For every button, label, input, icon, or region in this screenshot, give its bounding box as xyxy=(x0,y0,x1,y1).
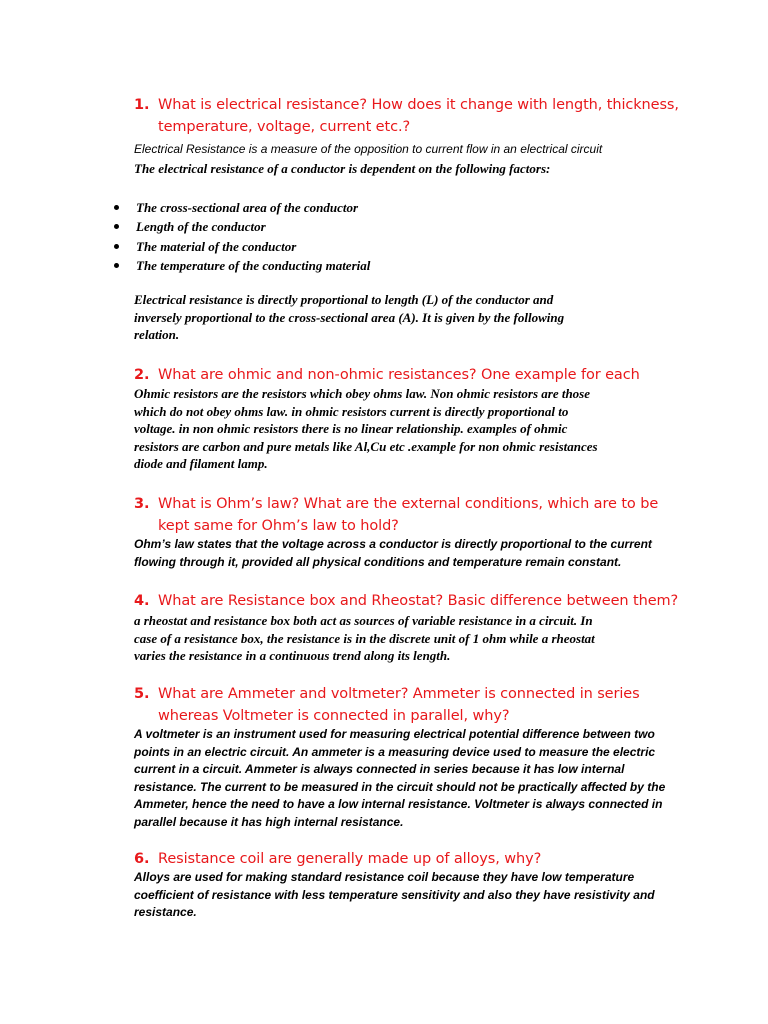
list-item: The cross-sectional area of the conductor xyxy=(110,198,370,217)
question-4 xyxy=(134,590,734,612)
list-item: Length of the conductor xyxy=(110,217,370,236)
question-text: What are Resistance box and Rheostat? Basic difference between them? xyxy=(158,593,679,609)
q1-definition: Electrical Resistance is a measure of the opposition to current flow in an electrical circuit xyxy=(134,142,603,156)
q1-factors-list xyxy=(110,198,370,275)
question-number: 1. xyxy=(134,97,150,113)
q2-answer: Ohmic resistors are the resistors which obey ohms law. Non ohmic resistors are those which do not obey ohms law. in ohmic resistors current is directly proportional to voltage. in non ohmic resistors there is no linear relationship. examples of ohmic resistors are carbon and pure metals like Al,Cu etc .example for non ohmic resistances diode and filament lamp. xyxy=(134,386,598,472)
question-number: 2. xyxy=(134,367,150,383)
bullet-icon xyxy=(114,205,119,210)
question-number: 4. xyxy=(134,593,150,609)
question-6 xyxy=(134,848,734,870)
question-text: What are Ammeter and voltmeter? Ammeter is connected in series xyxy=(158,686,640,702)
q1-relation: Electrical resistance is directly proportional to length (L) of the conductor and inversely proportional to the cross-sectional area (A). It is given by the following relation. xyxy=(134,292,565,343)
question-text: What is electrical resistance? How does it change with length, thickness, xyxy=(158,97,679,113)
list-item: The temperature of the conducting material xyxy=(110,256,370,275)
question-text: What is Ohm’s law? What are the external conditions, which are to be xyxy=(158,496,659,512)
question-number: 6. xyxy=(134,851,150,867)
question-number: 5. xyxy=(134,686,150,702)
question-5 xyxy=(134,683,734,727)
q1-factors-intro: The electrical resistance of a conductor is dependent on the following factors: xyxy=(134,161,551,176)
question-number: 3. xyxy=(134,496,150,512)
question-3 xyxy=(134,493,734,537)
bullet-icon xyxy=(114,244,119,249)
question-text-continued: kept same for Ohm’s law to hold? xyxy=(158,518,399,534)
q4-answer: a rheostat and resistance box both act as sources of variable resistance in a circuit. In case of a resistance box, the resistance is in the discrete unit of 1 ohm while a rheostat varies the resistance in a continuous trend along its length. xyxy=(134,613,595,664)
question-text-continued: whereas Voltmeter is connected in parallel, why? xyxy=(158,708,510,724)
question-text-continued: temperature, voltage, current etc.? xyxy=(158,119,411,135)
question-text: What are ohmic and non-ohmic resistances? One example for each xyxy=(158,367,640,383)
q3-answer: Ohm’s law states that the voltage across a conductor is directly proportional to the current flowing through it, provided all physical conditions and temperature remain constant. xyxy=(134,537,652,569)
question-2 xyxy=(134,364,734,386)
list-item: The material of the conductor xyxy=(110,237,370,256)
question-text: Resistance coil are generally made up of alloys, why? xyxy=(158,851,542,867)
bullet-icon xyxy=(114,263,119,268)
q5-answer: A voltmeter is an instrument used for measuring electrical potential difference between two points in an electric circuit. An ammeter is a measuring device used to measure the electric current in a circuit. Ammeter is always connected in series because it has low internal resistance. The current to be measured in the circuit should not be practically affected by the Ammeter, hence the need to have a low internal resistance. Voltmeter is always connected in parallel because it has high internal resistance. xyxy=(134,727,666,829)
question-1 xyxy=(134,94,734,138)
q6-answer: Alloys are used for making standard resistance coil because they have low temperature coefficient of resistance with less temperature sensitivity and also they have resistivity and resistance. xyxy=(134,870,655,920)
bullet-icon xyxy=(114,224,119,229)
